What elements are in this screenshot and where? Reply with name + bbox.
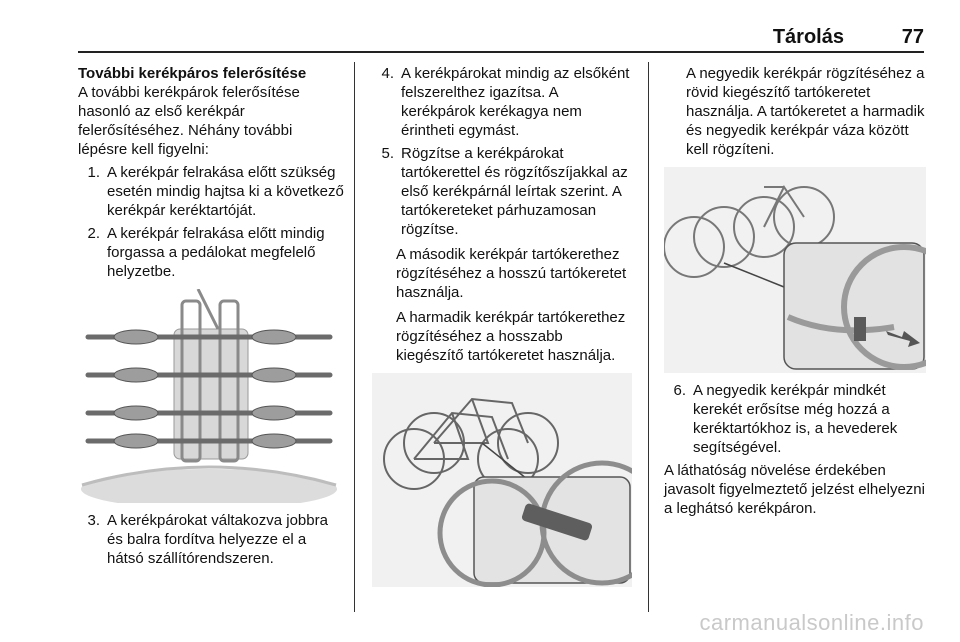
step-number: 3.: [87, 512, 100, 529]
column-divider-2: [648, 62, 649, 612]
list-item: [78, 224, 344, 281]
sub-paragraph: A negyedik kerékpár rögzítéséhez a rövid kiegészítő tartókeretet használja. A tartókeretet a harmadik és negyedik kerékpár váza között kell rögzíteni.: [686, 65, 925, 158]
bikes-short-frame-illustration: [664, 167, 926, 373]
step-text: A kerékpárokat mindig az elsőként felszerelthez igazítsa. A kerékpárok kerékagya nem érintheti egymást.: [401, 65, 630, 139]
step-text: A kerékpár felrakása előtt mindig forgassa a pedálokat megfelelő helyzetbe.: [107, 225, 325, 280]
intro-paragraph: A további kerékpárok felerősítése hasonló az első kerékpár felerősítéséhez. Néhány további lépésre kell figyelni:: [78, 84, 300, 158]
list-item: [78, 511, 344, 568]
subsection-heading: További kerékpáros felerősítése: [78, 65, 307, 82]
step-number: 1.: [87, 164, 100, 181]
header-rule: [78, 51, 924, 53]
list-item: [664, 381, 934, 457]
column-divider-1: [354, 62, 355, 612]
step-text: Rögzítse a kerékpárokat tartókerettel és rögzítőszíjakkal az első kerékpárnál leírtak szerint. A tartókereteket párhuzamosan rögzítse.: [401, 145, 628, 238]
closing-paragraph: A láthatóság növelése érdekében javasolt figyelmeztető jelzést elhelyezni a leghátsó kerékpáron.: [664, 462, 925, 517]
step-number: 4.: [381, 65, 394, 82]
list-item: [78, 163, 344, 220]
sub-paragraph: A második kerékpár tartókerethez rögzítéséhez a hosszú tartókeretet használja.: [396, 246, 627, 301]
section-title: Tárolás: [772, 26, 844, 48]
column-2: [372, 64, 634, 595]
step-text: A kerékpárokat váltakozva jobbra és balra fordítva helyezze el a hátsó szállítórendszeren.: [107, 512, 328, 567]
step-number: 2.: [87, 225, 100, 242]
page-header: [78, 26, 924, 52]
bikes-long-frame-illustration: [372, 373, 632, 587]
step-number: 5.: [381, 145, 394, 162]
column-3: [664, 64, 934, 518]
column-1: [78, 64, 344, 568]
list-item: [372, 64, 634, 140]
step-number: 6.: [673, 382, 686, 399]
step-text: A negyedik kerékpár mindkét kerekét erősítse még hozzá a keréktartókhoz is, a hevederek segítségével.: [693, 382, 898, 456]
watermark: carmanualsonline.info: [699, 610, 924, 635]
list-item: [372, 144, 634, 239]
sub-paragraph: A harmadik kerékpár tartókerethez rögzítéséhez a hosszabb kiegészítő tartókeretet használja.: [396, 309, 626, 364]
page-number: 77: [901, 26, 924, 48]
bike-carrier-top-view-illustration: [78, 289, 340, 503]
step-text: A kerékpár felrakása előtt szükség esetén mindig hajtsa ki a következő kerékpár keréktartóját.: [107, 164, 344, 219]
